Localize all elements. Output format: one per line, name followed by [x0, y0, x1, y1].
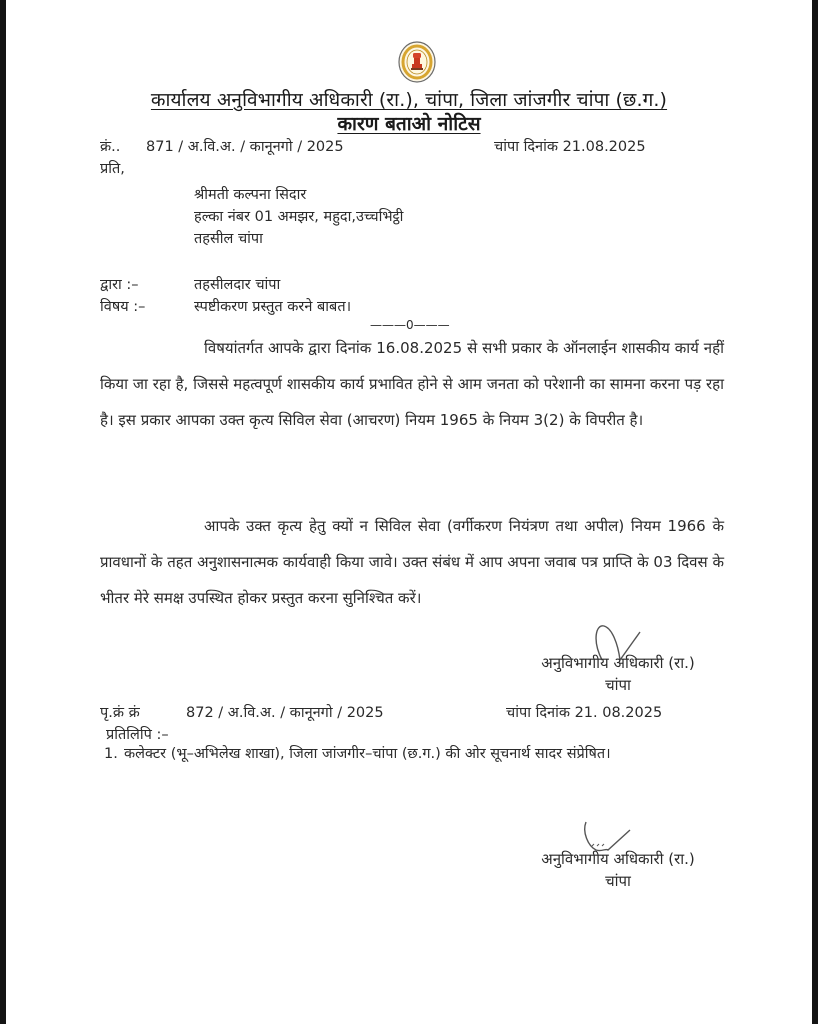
body-paragraph-2-text: आपके उक्त कृत्य हेतु क्यों न सिविल सेवा (वर्गीकरण नियंत्रण तथा अपील) नियम 1966 के प्रावधानों के तहत अनुशासनात्मक कार्यवाही किया जावे। उक्त संबंध में आप अपना जवाब पत्र प्राप्ति के 03 दिवस के भीतर मेरे समक्ष उपस्थित होकर प्रस्तुत करना सुनिश्चित करें। [100, 517, 724, 607]
separator: ———0——— [370, 318, 450, 332]
via-label: द्वारा :– [100, 277, 139, 293]
signatory-designation: अनुविभागीय अधिकारी (रा.) [541, 654, 695, 672]
reference-place-date: चांपा दिनांक 21.08.2025 [494, 139, 646, 155]
office-title: कार्यालय अनुविभागीय अधिकारी (रा.), चांपा, जिला जांजगीर चांपा (छ.ग.) [150, 89, 668, 111]
endorsement-place-date: चांपा दिनांक 21. 08.2025 [506, 705, 663, 721]
endorsement-label: पृ.क्रं क्रं [100, 705, 140, 721]
body-paragraph-1 [100, 330, 724, 438]
signature-block-2 [518, 848, 718, 892]
signatory-place: चांपा [605, 676, 631, 694]
reference-label: क्रं.. [100, 139, 121, 155]
subject-label: विषय :– [100, 299, 146, 315]
subject-value: स्पष्टीकरण प्रस्तुत करने बाबत। [194, 299, 352, 315]
signatory-designation: अनुविभागीय अधिकारी (रा.) [541, 850, 695, 868]
endorsement-number: 872 / अ.वि.अ. / कानूनगो / 2025 [186, 705, 384, 721]
copy-text: कलेक्टर (भू–अभिलेख शाखा), जिला जांजगीर–चांपा (छ.ग.) की ओर सूचनार्थ सादर संप्रेषित। [124, 746, 611, 762]
via-value: तहसीलदार चांपा [194, 277, 281, 293]
signatory-place: चांपा [605, 872, 631, 890]
copy-label: प्रतिलिपि :– [106, 727, 169, 743]
signature-block-1 [518, 652, 718, 696]
recipient-name: श्रीमती कल्पना सिदार [194, 187, 307, 203]
copy-number: 1. [104, 746, 118, 762]
notice-document [6, 0, 812, 1024]
reference-number: 871 / अ.वि.अ. / कानूनगो / 2025 [146, 139, 344, 155]
recipient-address-line2: तहसील चांपा [194, 231, 263, 247]
copy-list-item [104, 744, 724, 764]
recipient-address-line1: हल्का नंबर 01 अमझर, महुदा,उच्चभिट्ठी [194, 209, 404, 225]
to-label: प्रति, [100, 161, 125, 177]
notice-title: कारण बताओ नोटिस [337, 113, 481, 135]
state-emblem-icon [397, 40, 437, 84]
body-paragraph-2 [100, 508, 724, 616]
body-paragraph-1-text: विषयांतर्गत आपके द्वारा दिनांक 16.08.2025 से सभी प्रकार के ऑनलाईन शासकीय कार्य नहीं किया जा रहा है, जिससे महत्वपूर्ण शासकीय कार्य प्रभावित होने से आम जनता को परेशानी का सामना करना पड़ रहा है। इस प्रकार आपका उक्त कृत्य सिविल सेवा (आचरण) नियम 1965 के नियम 3(2) के विपरीत है। [100, 339, 724, 429]
